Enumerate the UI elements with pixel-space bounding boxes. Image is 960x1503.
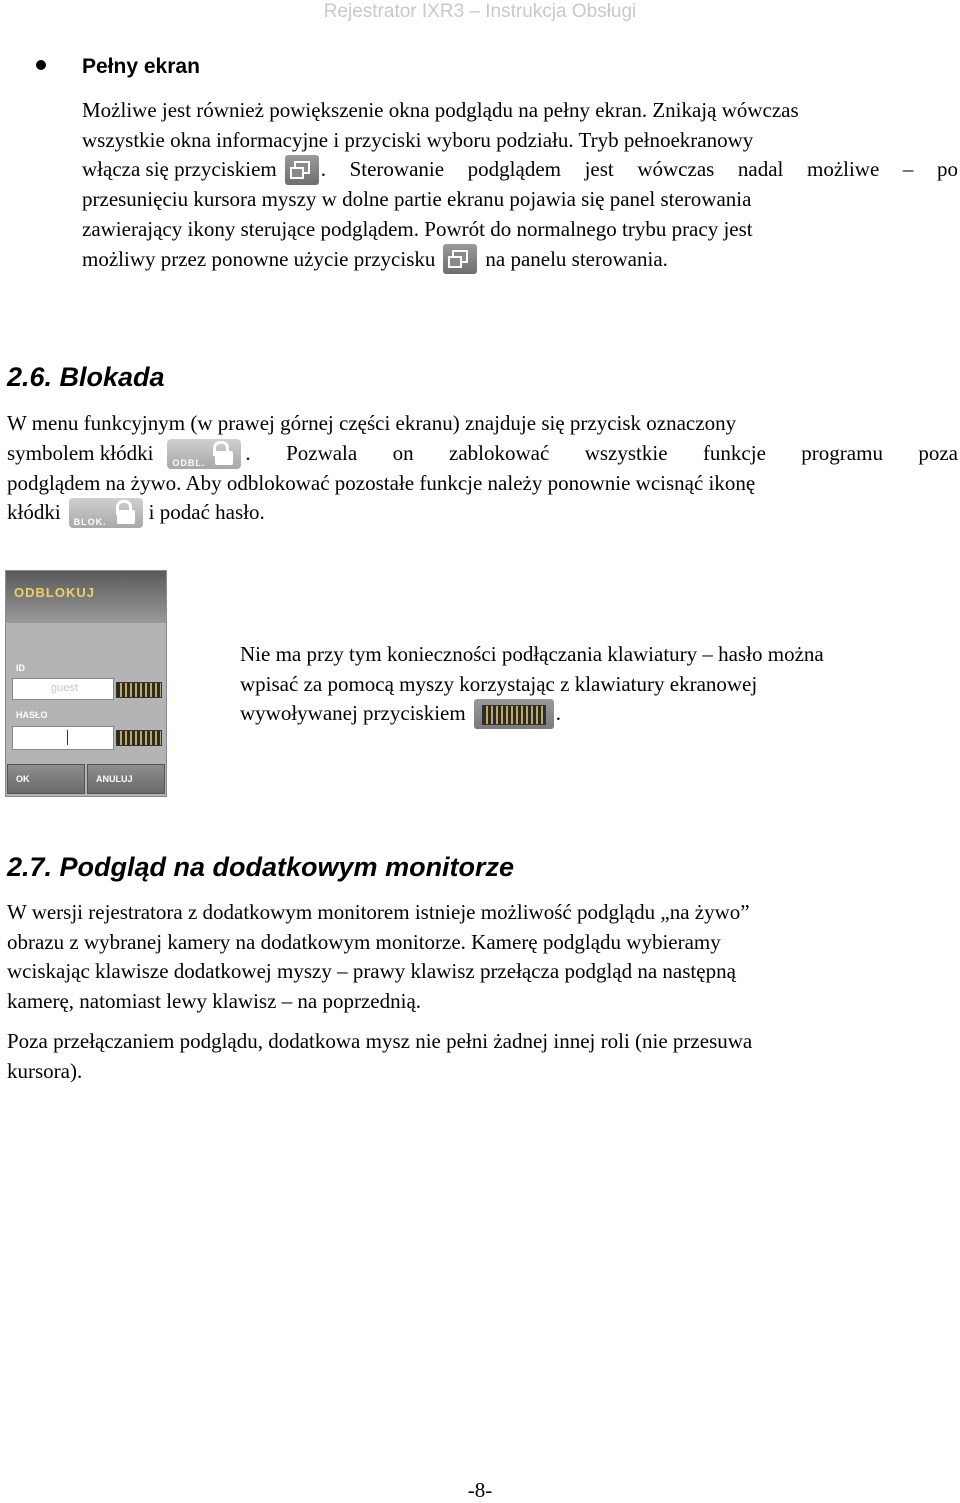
keyboard-icon[interactable] — [116, 730, 162, 746]
text-line — [7, 439, 958, 469]
text-line: wszystkie okna informacyjne i przyciski wyboru podziału. Tryb pełnoekranowy — [82, 127, 754, 152]
text-line: wpisać za pomocą myszy korzystając z klawiatury ekranowej — [240, 671, 758, 696]
text-line: kursora). — [7, 1058, 83, 1083]
unlock-icon — [167, 439, 241, 469]
text-line — [82, 244, 958, 274]
paragraph-blokada — [7, 409, 958, 528]
text-fragment: na panelu sterowania. — [485, 246, 668, 271]
fullscreen-icon — [443, 244, 477, 274]
section-heading-blokada: 2.6. Blokada — [7, 362, 165, 392]
text-fragment: i podać hasło. — [148, 500, 265, 525]
text-line — [240, 699, 958, 729]
password-label: HASŁO — [16, 710, 48, 720]
text-fragment: wywoływanej przyciskiem — [240, 701, 466, 726]
text-fragment: kłódki — [7, 500, 61, 525]
keyboard-icon — [474, 699, 554, 729]
text-line — [82, 155, 958, 185]
text-line — [7, 498, 958, 528]
text-fragment: . — [555, 701, 561, 726]
paragraph-keyboard — [240, 640, 958, 729]
keyboard-icon[interactable] — [116, 682, 162, 698]
unlock-icon-label: ODBL. — [172, 457, 206, 468]
text-line: zawierający ikony sterujące podglądem. Powrót do normalnego trybu pracy jest — [82, 216, 753, 241]
text-line: Nie ma przy tym konieczności podłączania klawiatury – hasło można — [240, 642, 824, 666]
id-value: guest — [51, 682, 78, 694]
section-heading-monitor: 2.7. Podgląd na dodatkowym monitorze — [7, 852, 515, 882]
cancel-button[interactable]: ANULUJ — [87, 764, 165, 794]
text-line: obrazu z wybranej kamery na dodatkowym monitorze. Kamerę podglądu wybieramy — [7, 929, 721, 954]
section-heading-fullscreen: Pełny ekran — [82, 55, 200, 78]
text-fragment: . Pozwala on zablokować wszystkie funkcje programu poza — [245, 440, 958, 465]
fullscreen-icon — [285, 155, 319, 185]
page-number: -8- — [467, 1478, 493, 1502]
text-fragment: symbolem kłódki — [7, 440, 154, 465]
text-line: przesunięciu kursora myszy w dolne partie ekranu pojawia się panel sterowania — [82, 187, 752, 212]
text-line: Możliwe jest również powiększenie okna podglądu na pełny ekran. Znikają wówczas — [82, 98, 799, 122]
paragraph-monitor-1 — [7, 898, 958, 1016]
text-fragment: włącza się przyciskiem — [82, 157, 277, 182]
password-field[interactable] — [12, 726, 114, 750]
bullet-icon — [36, 60, 46, 70]
text-line: W wersji rejestratora z dodatkowym monitorem istnieje możliwość podglądu „na żywo” — [7, 900, 750, 924]
text-line: podglądem na żywo. Aby odblokować pozostałe funkcje należy ponownie wcisnąć ikonę — [7, 470, 756, 495]
text-line: kamerę, natomiast lewy klawisz – na poprzednią. — [7, 988, 422, 1013]
lock-icon — [69, 498, 143, 528]
text-line: Poza przełączaniem podglądu, dodatkowa mysz nie pełni żadnej innej roli (nie przesuwa — [7, 1029, 753, 1053]
paragraph-fullscreen — [82, 96, 958, 274]
text-line: W menu funkcyjnym (w prawej górnej części ekranu) znajduje się przycisk oznaczony — [7, 411, 737, 435]
text-fragment: . Sterowanie podglądem jest wówczas nadal możliwe – po — [320, 157, 958, 182]
id-field[interactable] — [12, 678, 114, 700]
paragraph-monitor-2 — [7, 1027, 958, 1086]
text-line: wciskając klawisze dodatkowej myszy – prawy klawisz przełącza podgląd na następną — [7, 959, 736, 984]
text-fragment: możliwy przez ponowne użycie przycisku — [82, 246, 436, 271]
id-label: ID — [16, 663, 25, 673]
running-header: Rejestrator IXR3 – Instrukcja Obsługi — [323, 1, 637, 22]
ok-button[interactable]: OK — [7, 764, 85, 794]
unlock-dialog — [5, 570, 167, 797]
unlock-dialog-title: ODBLOKUJ — [14, 585, 95, 600]
lock-icon-label: BLOK. — [73, 517, 107, 528]
